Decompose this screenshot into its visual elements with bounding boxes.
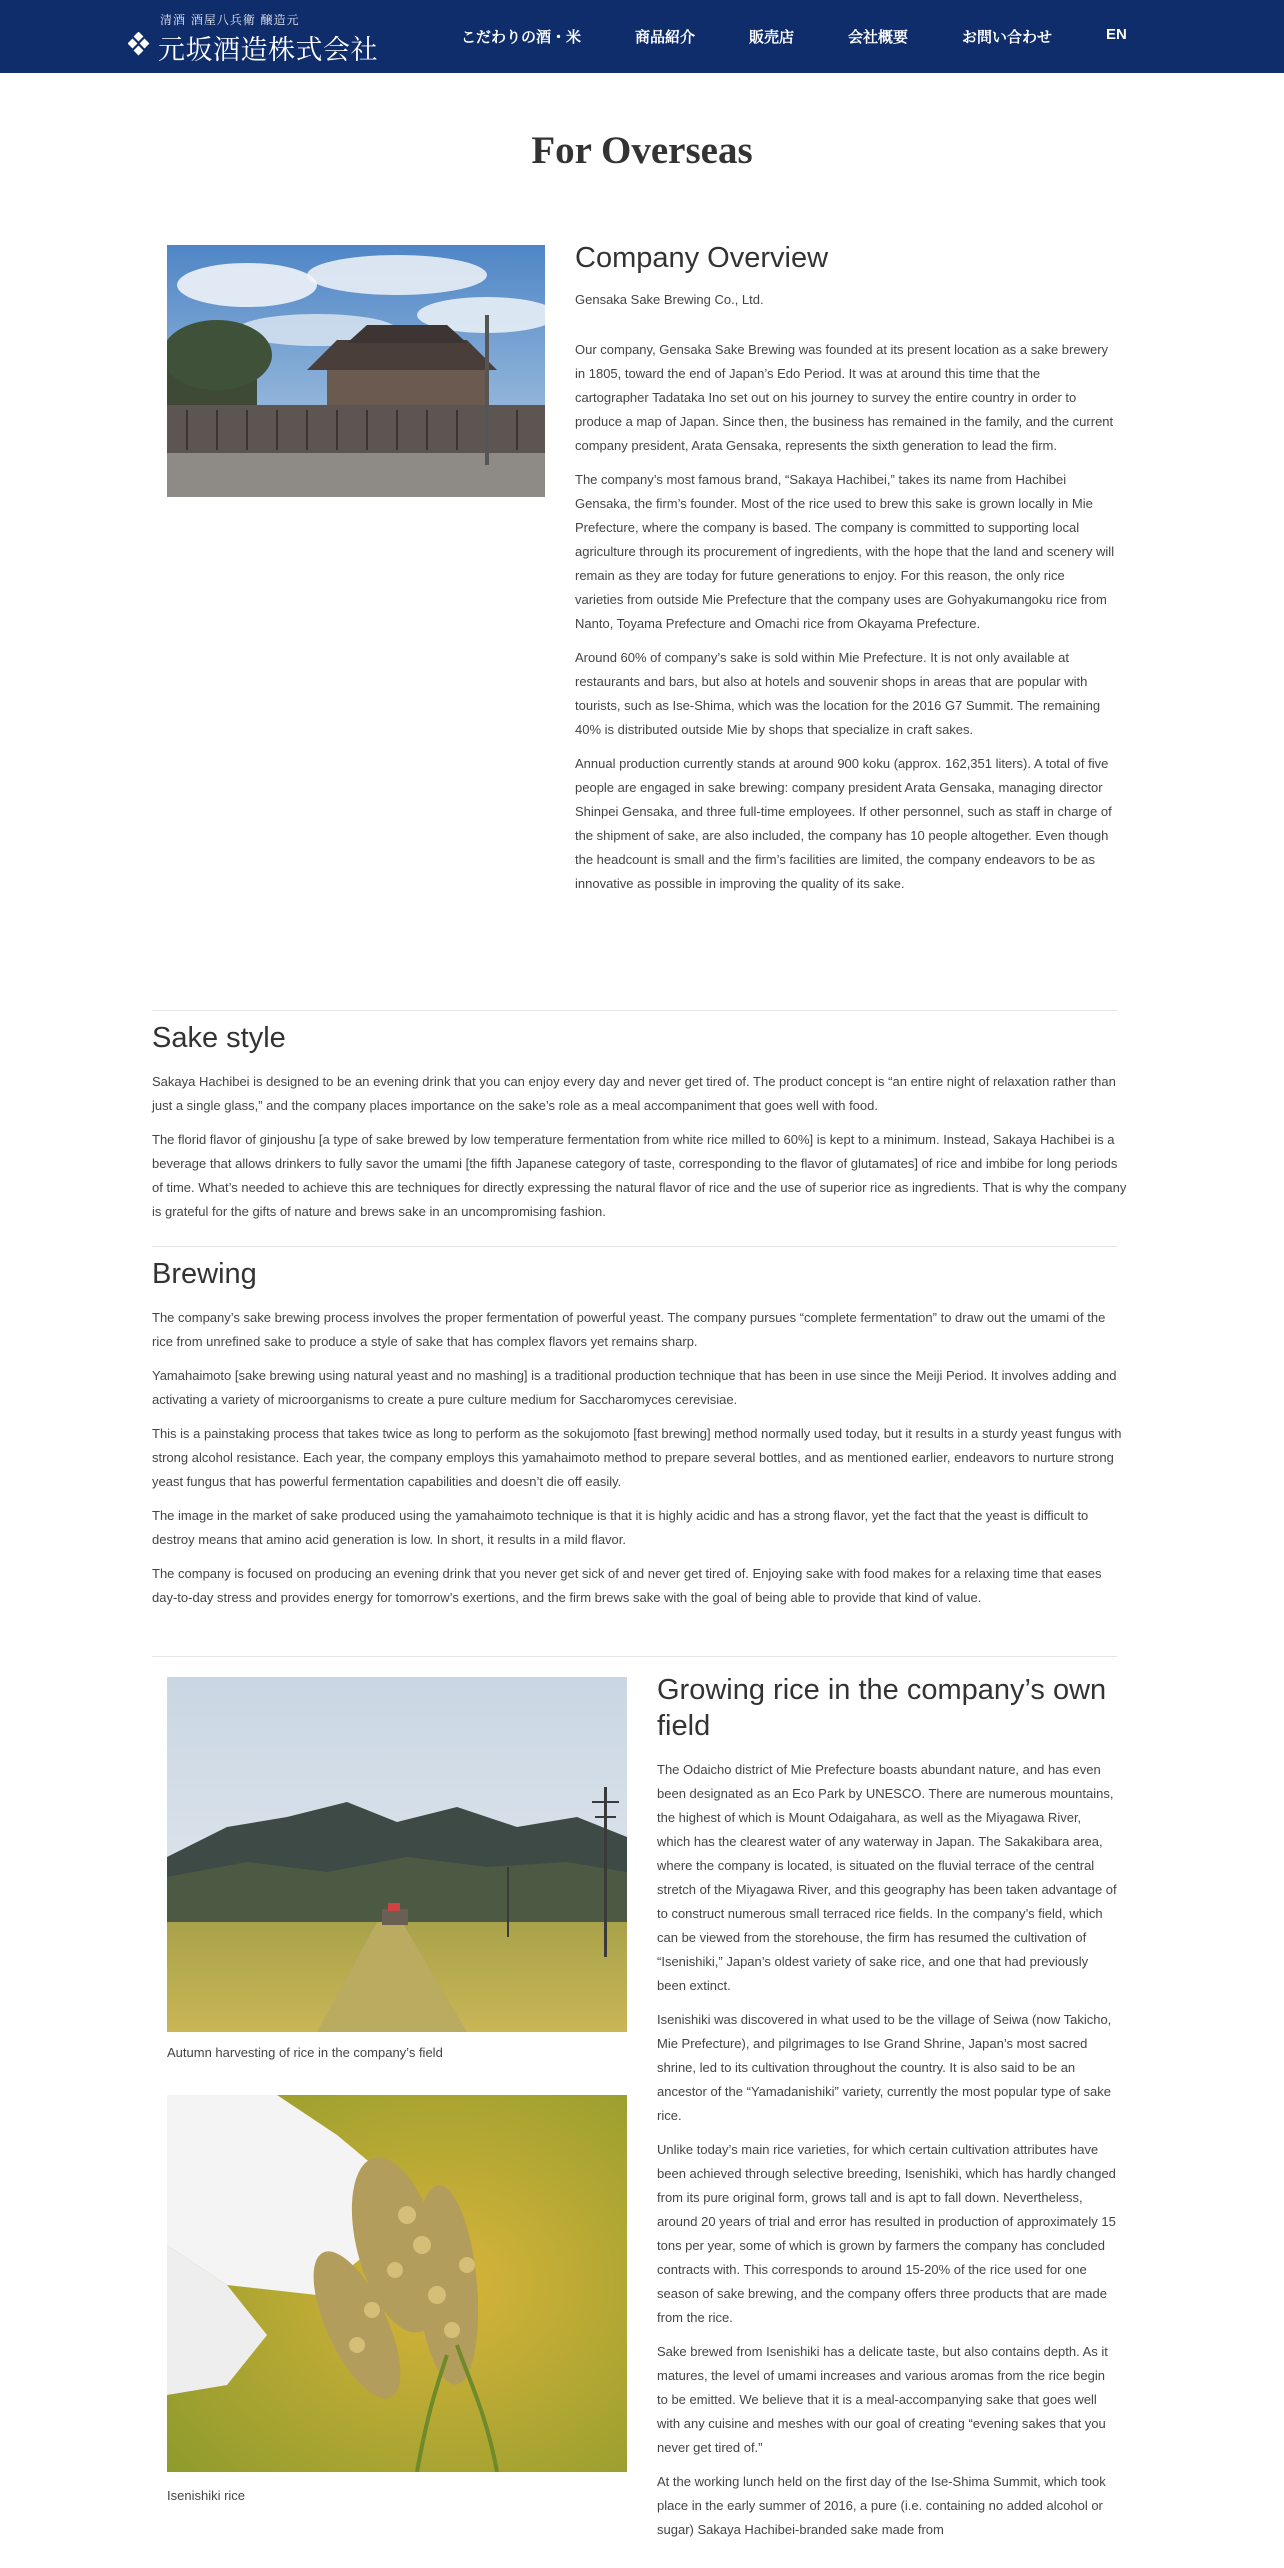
rice-field-heading: Growing rice in the company’s own field bbox=[657, 1674, 1107, 1742]
diamond-logo-icon bbox=[128, 32, 152, 56]
rice-paragraph: Sake brewed from Isenishiki has a delicate taste, but also contains depth. As it matures, the level of umami increases and various aromas from the rice begin to be emitted. We believe that it is a meal-accompanying sake that goes well with any cuisine and meshes with our goal of creating “evening sakes that you never get tired of.” bbox=[657, 2344, 1108, 2455]
rice-paragraph: At the working lunch held on the first day of the Ise-Shima Summit, which took place in the early summer of 2016, a pure (i.e. containing no added alcohol or sugar) Sakaya Hachibei-branded sake made from bbox=[657, 2474, 1106, 2537]
nav-item-contact[interactable]: お問い合わせ bbox=[962, 29, 1053, 46]
page-title: For Overseas bbox=[531, 129, 753, 172]
rice-harvest-photo bbox=[167, 1677, 627, 2032]
brand-subtitle: 清酒 酒屋八兵衛 醸造元 bbox=[160, 13, 300, 27]
isenishiki-caption: Isenishiki rice bbox=[167, 2488, 246, 2503]
nav-item-retailers[interactable]: 販売店 bbox=[749, 29, 795, 46]
brewing-paragraph: The image in the market of sake produced using the yamahaimoto technique is that it is highly acidic and has a strong flavor, yet the fact that the yeast is difficult to destroy means that amino acid generation is low. In short, it results in a mild flavor. bbox=[152, 1508, 1089, 1547]
rice-harvest-caption: Autumn harvesting of rice in the company’s field bbox=[167, 2045, 443, 2060]
sake-style-heading: Sake style bbox=[152, 1022, 286, 1054]
nav-item-language-en[interactable]: EN bbox=[1106, 26, 1127, 43]
rice-field-section bbox=[657, 1672, 1117, 2542]
nav-item-products[interactable]: 商品紹介 bbox=[635, 29, 696, 46]
brewing-paragraph: This is a painstaking process that takes twice as long to perform as the sokujomoto [fast brewing] method normally used today, but it results in a sturdy yeast fungus with strong alcohol resistance. Each year, the company employs this yamahaimoto method to prepare several bottles, and as mentioned earlier, endeavors to nurture strong yeast fungus that has powerful fermentation capabilities and doesn’t die off easily. bbox=[152, 1426, 1122, 1489]
sake-style-paragraph: The florid flavor of ginjoushu [a type of sake brewed by low temperature fermentation from white rice milled to 60%] is kept to a minimum. Instead, Sakaya Hachibei is a beverage that allows drinkers to fully savor the umami [the fifth Japanese category of taste, corresponding to the flavor of glutamates] of rice and imbibe for long periods of time. What’s needed to achieve this are techniques for directly expressing the natural flavor of rice and the use of superior rice as ingredients. That is why the company is grateful for the gifts of nature and brews sake in an uncompromising fashion. bbox=[152, 1132, 1127, 1219]
company-overview-heading: Company Overview bbox=[575, 242, 829, 274]
brewing-paragraph: The company is focused on producing an evening drink that you never get sick of and never get tired of. Enjoying sake with food makes for a relaxing time that eases day-to-day stress and provides energy for tomorrow’s exertions, and the firm brews sake with the goal of being able to provide that kind of value. bbox=[152, 1566, 1102, 1605]
brand-name: 元坂酒造株式会社 bbox=[158, 35, 378, 66]
divider bbox=[152, 1656, 1117, 1657]
brewing-paragraph: Yamahaimoto [sake brewing using natural yeast and no mashing] is a traditional production technique that has been in use since the Meiji Period. It involves adding and activating a variety of microorganisms to create a pure culture medium for Saccharomyces cerevisiae. bbox=[152, 1368, 1117, 1407]
nav-item-sake-rice[interactable]: こだわりの酒・米 bbox=[461, 29, 582, 46]
company-overview-section bbox=[575, 240, 1115, 896]
brewing-heading: Brewing bbox=[152, 1258, 257, 1290]
brewing-section bbox=[152, 1256, 1128, 1610]
rice-paragraph: Unlike today’s main rice varieties, for which certain cultivation attributes have been achieved through selective breeding, Isenishiki, which has hardly changed from its pure original form, grows tall and is apt to fall down. Nevertheless, around 20 years of trial and error has resulted in production of approximately 15 tons per year, some of which is grown by farmers the company has concluded contracts with. This corresponds to around 15-20% of the rice used for one season of sake brewing, and the company offers three products that are made from the rice. bbox=[657, 2142, 1116, 2325]
company-name: Gensaka Sake Brewing Co., Ltd. bbox=[575, 292, 764, 307]
sake-style-section bbox=[152, 1020, 1128, 1224]
brewing-paragraph: The company’s sake brewing process involves the proper fermentation of powerful yeast. The company pursues “complete fermentation” to draw out the umami of the rice from unrefined sake to produce a style of sake that has complex flavors yet remains sharp. bbox=[152, 1310, 1106, 1349]
brand-logo[interactable] bbox=[128, 8, 388, 64]
brewery-building-photo bbox=[167, 245, 545, 497]
overview-paragraph: Annual production currently stands at around 900 koku (approx. 162,351 liters). A total of five people are engaged in sake brewing: company president Arata Gensaka, managing director Shinpei Gensaka, and three full-time employees. If other personnel, such as staff in charge of the shipment of sake, are also included, the company has 10 people altogether. Even though the headcount is small and the firm’s facilities are limited, the company endeavors to be as innovative as possible in improving the quality of its sake. bbox=[575, 756, 1112, 891]
divider bbox=[152, 1010, 1117, 1011]
rice-paragraph: The Odaicho district of Mie Prefecture boasts abundant nature, and has even been designated as an Eco Park by UNESCO. There are numerous mountains, the highest of which is Mount Odaigahara, as well as the Miyagawa River, which has the clearest water of any waterway in Japan. The Sakakibara area, where the company is located, is situated on the fluvial terrace of the central stretch of the Miyagawa River, and this geography has been taken advantage of to construct numerous small terraced rice fields. In the company’s field, which can be viewed from the storehouse, the firm has resumed the cultivation of “Isenishiki,” Japan’s oldest variety of sake rice, and one that had previously been extinct. bbox=[657, 1762, 1117, 1993]
divider bbox=[152, 1246, 1117, 1247]
isenishiki-rice-photo bbox=[167, 2095, 627, 2472]
overview-paragraph: Our company, Gensaka Sake Brewing was founded at its present location as a sake brewery in 1805, toward the end of Japan’s Edo Period. It was at around this time that the cartographer Tadataka Ino set out on his journey to survey the entire country in order to produce a map of Japan. Since then, the business has remained in the family, and the current company president, Arata Gensaka, represents the sixth generation to lead the firm. bbox=[575, 342, 1114, 453]
rice-paragraph: Isenishiki was discovered in what used to be the village of Seiwa (now Takicho, Mie Prefecture), and pilgrimages to Ise Grand Shrine, Japan’s most sacred shrine, led to its cultivation throughout the country. It is also said to be an ancestor of the “Yamadanishiki” variety, currently the most popular type of sake rice. bbox=[657, 2012, 1112, 2123]
nav-item-company[interactable]: 会社概要 bbox=[848, 29, 909, 46]
top-navigation-bar bbox=[0, 0, 1284, 73]
sake-style-paragraph: Sakaya Hachibei is designed to be an evening drink that you can enjoy every day and never get tired of. The product concept is “an entire night of relaxation rather than just a single glass,” and the company places importance on the sake’s role as a meal accompaniment that goes well with food. bbox=[152, 1074, 1116, 1113]
overview-paragraph: The company’s most famous brand, “Sakaya Hachibei,” takes its name from Hachibei Gensaka, the firm’s founder. Most of the rice used to brew this sake is grown locally in Mie Prefecture, where the company is based. The company is committed to supporting local agriculture through its procurement of ingredients, with the hope that the land and scenery will remain as they are today for future generations to enjoy. For this reason, the only rice varieties from outside Mie Prefecture that the company uses are Gohyakumangoku rice from Nanto, Toyama Prefecture and Omachi rice from Okayama Prefecture. bbox=[575, 472, 1115, 631]
overview-paragraph: Around 60% of company’s sake is sold within Mie Prefecture. It is not only available at restaurants and bars, but also at hotels and souvenir shops in areas that are popular with tourists, such as Ise-Shima, which was the location for the 2016 G7 Summit. The remaining 40% is distributed outside Mie by shops that specialize in craft sakes. bbox=[575, 650, 1101, 737]
